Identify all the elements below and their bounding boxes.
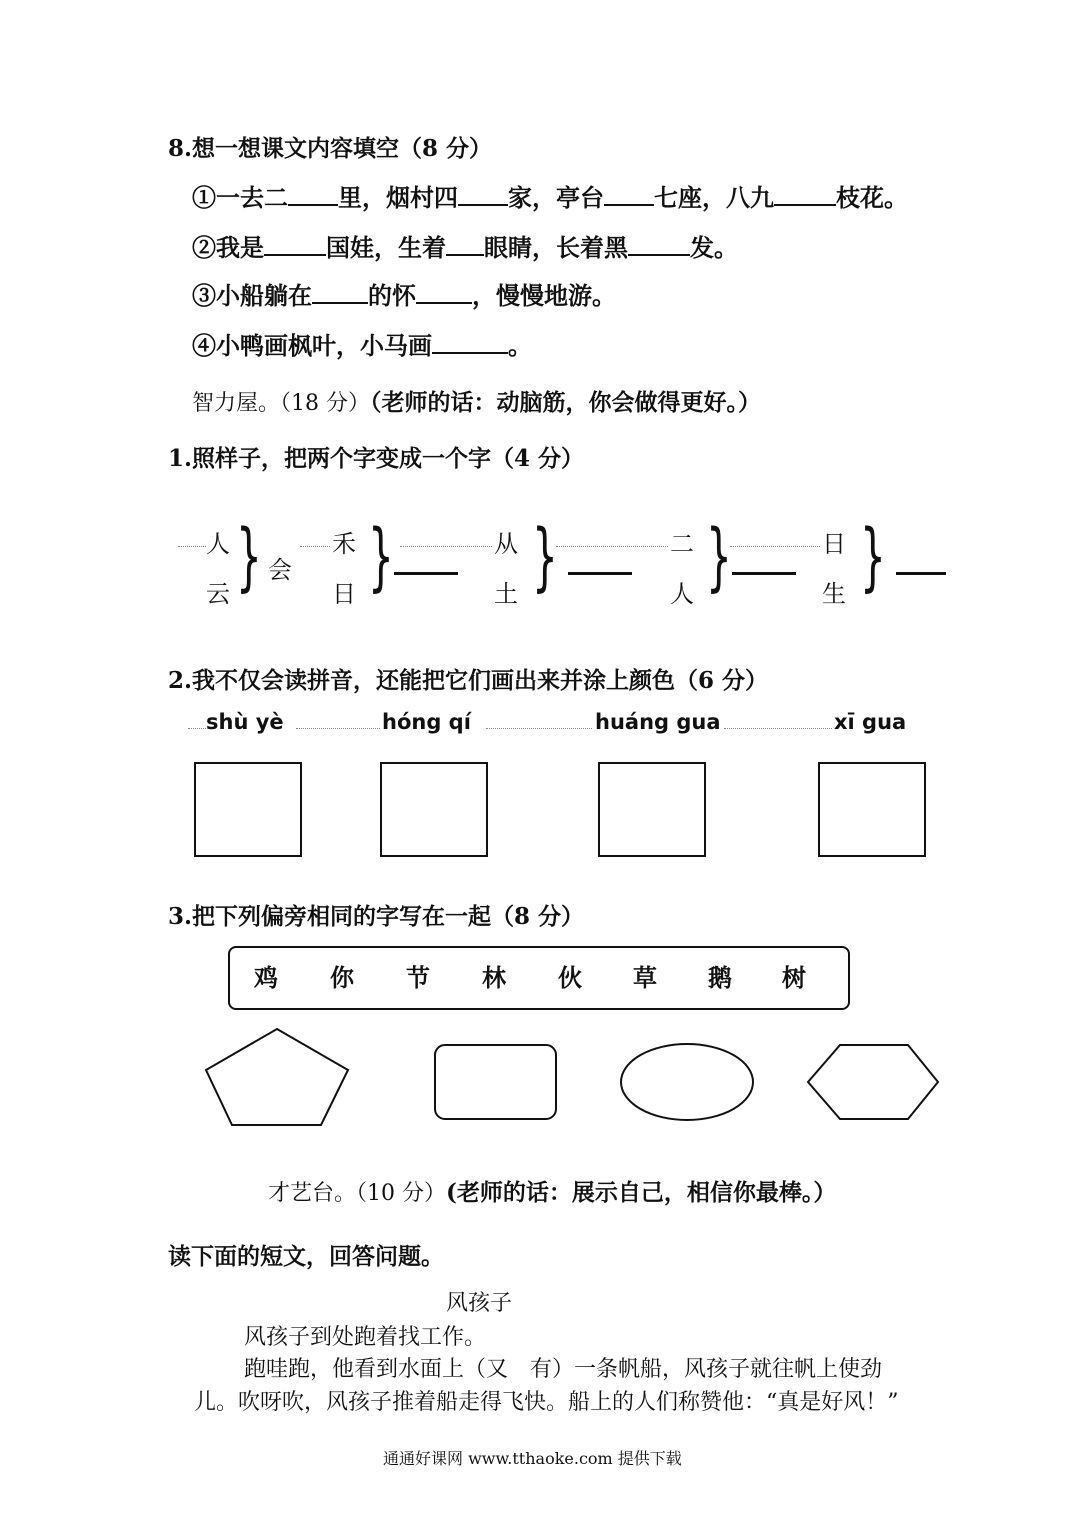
fill-line-1-part-c: 家，亭台 bbox=[508, 183, 604, 212]
word-bank-char: 鸡 bbox=[254, 963, 278, 992]
fill-line-1-part-e: 枝花。 bbox=[836, 183, 908, 212]
fill-line-1-part-b: 里，烟村四 bbox=[338, 183, 458, 212]
zhili-teacher-note: （老师的话：动脑筋，你会做得更好。） bbox=[370, 389, 761, 416]
pinyin-1: shù yè bbox=[206, 710, 284, 734]
fill-line-1-part-d: 七座，八九 bbox=[654, 183, 774, 212]
caiyi-teacher-note: (老师的话：展示自己，相信你最棒。） bbox=[446, 1179, 837, 1206]
group4-top-char: 日 bbox=[822, 530, 846, 558]
rounded-rect-shape[interactable] bbox=[435, 1045, 556, 1119]
fill-line-4-part-a: ④小鸭画枫叶，小马画 bbox=[192, 331, 432, 360]
group2-bottom-char: 土 bbox=[494, 580, 518, 608]
passage-paragraph-2-line-1: 跑哇跑，他看到水面上（又 有）一条帆船，风孩子就往帆上使劲 bbox=[244, 1357, 883, 1382]
brace-icon: } bbox=[368, 514, 394, 600]
brace-icon: } bbox=[706, 514, 732, 600]
caiyi-heading bbox=[268, 1174, 836, 1207]
word-bank-char: 节 bbox=[406, 963, 430, 992]
word-bank-char: 草 bbox=[633, 963, 657, 992]
word-bank-char: 树 bbox=[782, 963, 806, 992]
group3-bottom-char: 人 bbox=[670, 580, 694, 608]
fill-line-2-part-d: 发。 bbox=[690, 233, 738, 262]
fill-line-3-part-a: ③小船躺在 bbox=[192, 281, 312, 310]
q2-title: 2.我不仅会读拼音，还能把它们画出来并涂上颜色（6 分） bbox=[168, 667, 769, 694]
q1-title: 1.照样子，把两个字变成一个字（4 分） bbox=[168, 445, 585, 472]
example-bottom-char: 云 bbox=[206, 580, 230, 608]
passage-paragraph-1: 风孩子到处跑着找工作。 bbox=[244, 1325, 487, 1350]
word-bank-char: 林 bbox=[482, 963, 506, 992]
brace-icon: } bbox=[236, 514, 262, 600]
example-result-char: 会 bbox=[268, 556, 292, 584]
pinyin-3: huáng gua bbox=[595, 710, 721, 734]
fill-line-3-part-c: ，慢慢地游。 bbox=[472, 281, 616, 310]
word-bank-char: 鹅 bbox=[708, 963, 732, 992]
hexagon-shape[interactable] bbox=[808, 1045, 938, 1119]
group3-top-char: 二 bbox=[670, 530, 694, 558]
word-bank-char: 伙 bbox=[558, 963, 582, 992]
fill-line-4-part-b: 。 bbox=[508, 331, 532, 360]
pinyin-4: xī gua bbox=[834, 710, 907, 734]
ellipse-shape[interactable] bbox=[621, 1044, 753, 1120]
zhili-label: 智力屋。（18 分） bbox=[192, 391, 370, 416]
page-footer: 通通好课网 www.tthaoke.com 提供下载 bbox=[383, 1449, 682, 1468]
pinyin-2: hóng qí bbox=[382, 710, 471, 734]
passage-title: 风孩子 bbox=[446, 1291, 513, 1316]
group1-bottom-char: 日 bbox=[332, 580, 356, 608]
fill-line-2-part-c: 眼睛，长着黑 bbox=[484, 233, 628, 262]
fill-line-1-part-a: ①一去二 bbox=[192, 183, 288, 212]
group1-top-char: 禾 bbox=[332, 530, 356, 558]
pentagon-shape[interactable] bbox=[206, 1029, 348, 1125]
word-bank-char: 你 bbox=[330, 963, 354, 992]
fill-line-2-part-a: ②我是 bbox=[192, 233, 264, 262]
brace-icon: } bbox=[860, 514, 886, 600]
caiyi-label: 才艺台。（10 分） bbox=[268, 1181, 446, 1206]
section8-title: 8.想一想课文内容填空（8 分） bbox=[168, 135, 493, 162]
group4-bottom-char: 生 bbox=[822, 580, 846, 608]
example-top-char: 人 bbox=[206, 530, 230, 558]
fill-line-2-part-b: 国娃，生着 bbox=[326, 233, 446, 262]
group2-top-char: 从 bbox=[494, 530, 518, 558]
passage-paragraph-2-line-2: 儿。吹呀吹，风孩子推着船走得飞快。船上的人们称赞他：“真是好风！” bbox=[194, 1390, 899, 1415]
brace-icon: } bbox=[532, 514, 558, 600]
reading-instruction: 读下面的短文，回答问题。 bbox=[168, 1243, 444, 1270]
q3-title: 3.把下列偏旁相同的字写在一起（8 分） bbox=[168, 903, 585, 930]
fill-line-3-part-b: 的怀 bbox=[368, 281, 416, 310]
